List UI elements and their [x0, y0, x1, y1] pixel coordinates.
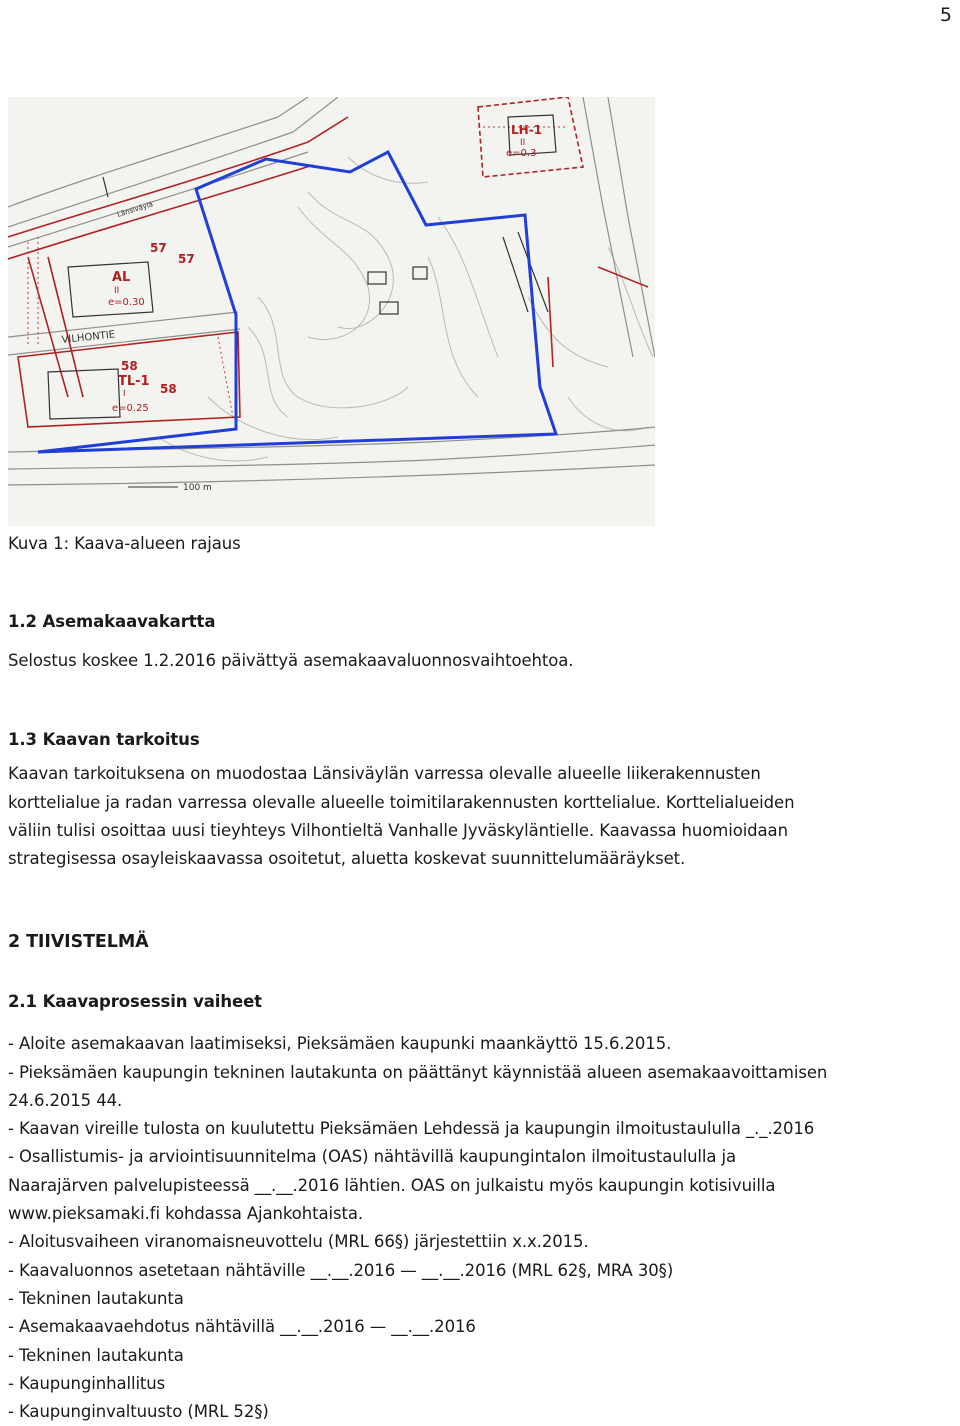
label-tl1-block: 58 [121, 359, 138, 373]
section-2-1 [8, 988, 946, 1426]
section-1-3-line: korttelialue ja radan varressa olevalle alueelle toimitilarakennusten korttelialue. Korttelialueiden [8, 792, 795, 812]
section-1-3-line: strategisessa osayleiskaavassa osoitetut, aluetta koskevat suunnittelumääräykset. [8, 849, 686, 869]
label-block-58: 58 [160, 382, 177, 396]
label-tl1: TL-1 [118, 374, 150, 389]
figure-caption: Kuva 1: Kaava-alueen rajaus [8, 534, 241, 553]
label-al-e: e=0.30 [108, 297, 145, 308]
process-step: 24.6.2015 44. [8, 1090, 123, 1110]
section-1-3 [8, 726, 946, 873]
label-road: VILHONTIE [61, 329, 116, 346]
process-step: - Aloite asemakaavan laatimiseksi, Pieksämäen kaupunki maankäyttö 15.6.2015. [8, 1034, 672, 1054]
label-scale: 100 m [183, 483, 212, 493]
zoning-map-image [8, 97, 655, 526]
page-number: 5 [939, 4, 952, 26]
label-tl1-e: e=0.25 [112, 403, 149, 414]
label-lh1: LH-1 [511, 123, 543, 137]
section-1-3-heading: 1.3 Kaavan tarkoitus [8, 730, 200, 749]
process-step: - Tekninen lautakunta [8, 1288, 184, 1308]
process-step: www.pieksamaki.fi kohdassa Ajankohtaista. [8, 1204, 363, 1224]
process-step: - Pieksämäen kaupungin tekninen lautakunta on päättänyt käynnistää alueen asemakaavoittamisen [8, 1062, 828, 1082]
section-2-1-heading: 2.1 Kaavaprosessin vaiheet [8, 992, 262, 1011]
section-1-2-heading: 1.2 Asemakaavakartta [8, 612, 216, 631]
process-step: - Kaavaluonnos asetetaan nähtäville __.__.2016 — __.__.2016 (MRL 62§, MRA 30§) [8, 1260, 674, 1280]
process-step: - Osallistumis- ja arviointisuunnitelma (OAS) nähtävillä kaupungintalon ilmoitustaululla ja [8, 1147, 737, 1167]
label-al-storeys: II [114, 286, 120, 296]
process-step: - Asemakaavaehdotus nähtävillä __.__.2016 — __.__.2016 [8, 1317, 476, 1337]
process-step: - Tekninen lautakunta [8, 1345, 184, 1365]
label-tl1-storeys: I [123, 389, 126, 399]
process-step: - Kaupunginhallitus [8, 1373, 166, 1393]
process-step: Naarajärven palvelupisteessä __.__.2016 lähtien. OAS on julkaistu myös kaupungin kotisivuilla [8, 1175, 776, 1195]
process-step: - Kaupunginvaltuusto (MRL 52§) [8, 1402, 269, 1422]
label-block-57a: 57 [150, 241, 167, 255]
label-al: AL [112, 270, 131, 285]
label-lh1-storeys: II [520, 138, 526, 148]
label-road-small: Länsiväylä [116, 200, 154, 219]
section-1-2 [8, 608, 946, 676]
section-2-heading: 2 TIIVISTELMÄ [8, 932, 149, 952]
label-lh1-e: e=0.3 [506, 148, 537, 159]
process-step: - Aloitusvaiheen viranomaisneuvottelu (MRL 66§) järjestettiin x.x.2015. [8, 1232, 589, 1252]
label-block-57b: 57 [178, 252, 195, 266]
section-1-2-text: Selostus koskee 1.2.2016 päivättyä asemakaavaluonnosvaihtoehtoa. [8, 651, 574, 671]
process-steps-list [8, 1030, 946, 1426]
section-1-3-line: Kaavan tarkoituksena on muodostaa Länsiväylän varressa olevalle alueelle liikerakennusten [8, 764, 761, 784]
section-1-3-line: väliin tulisi osoittaa uusi tieyhteys Vilhontieltä Vanhalle Jyväskyläntielle. Kaavassa huomioidaan [8, 820, 788, 840]
process-step: - Kaavan vireille tulosta on kuulutettu Pieksämäen Lehdessä ja kaupungin ilmoitustaululla _._.2016 [8, 1119, 815, 1139]
